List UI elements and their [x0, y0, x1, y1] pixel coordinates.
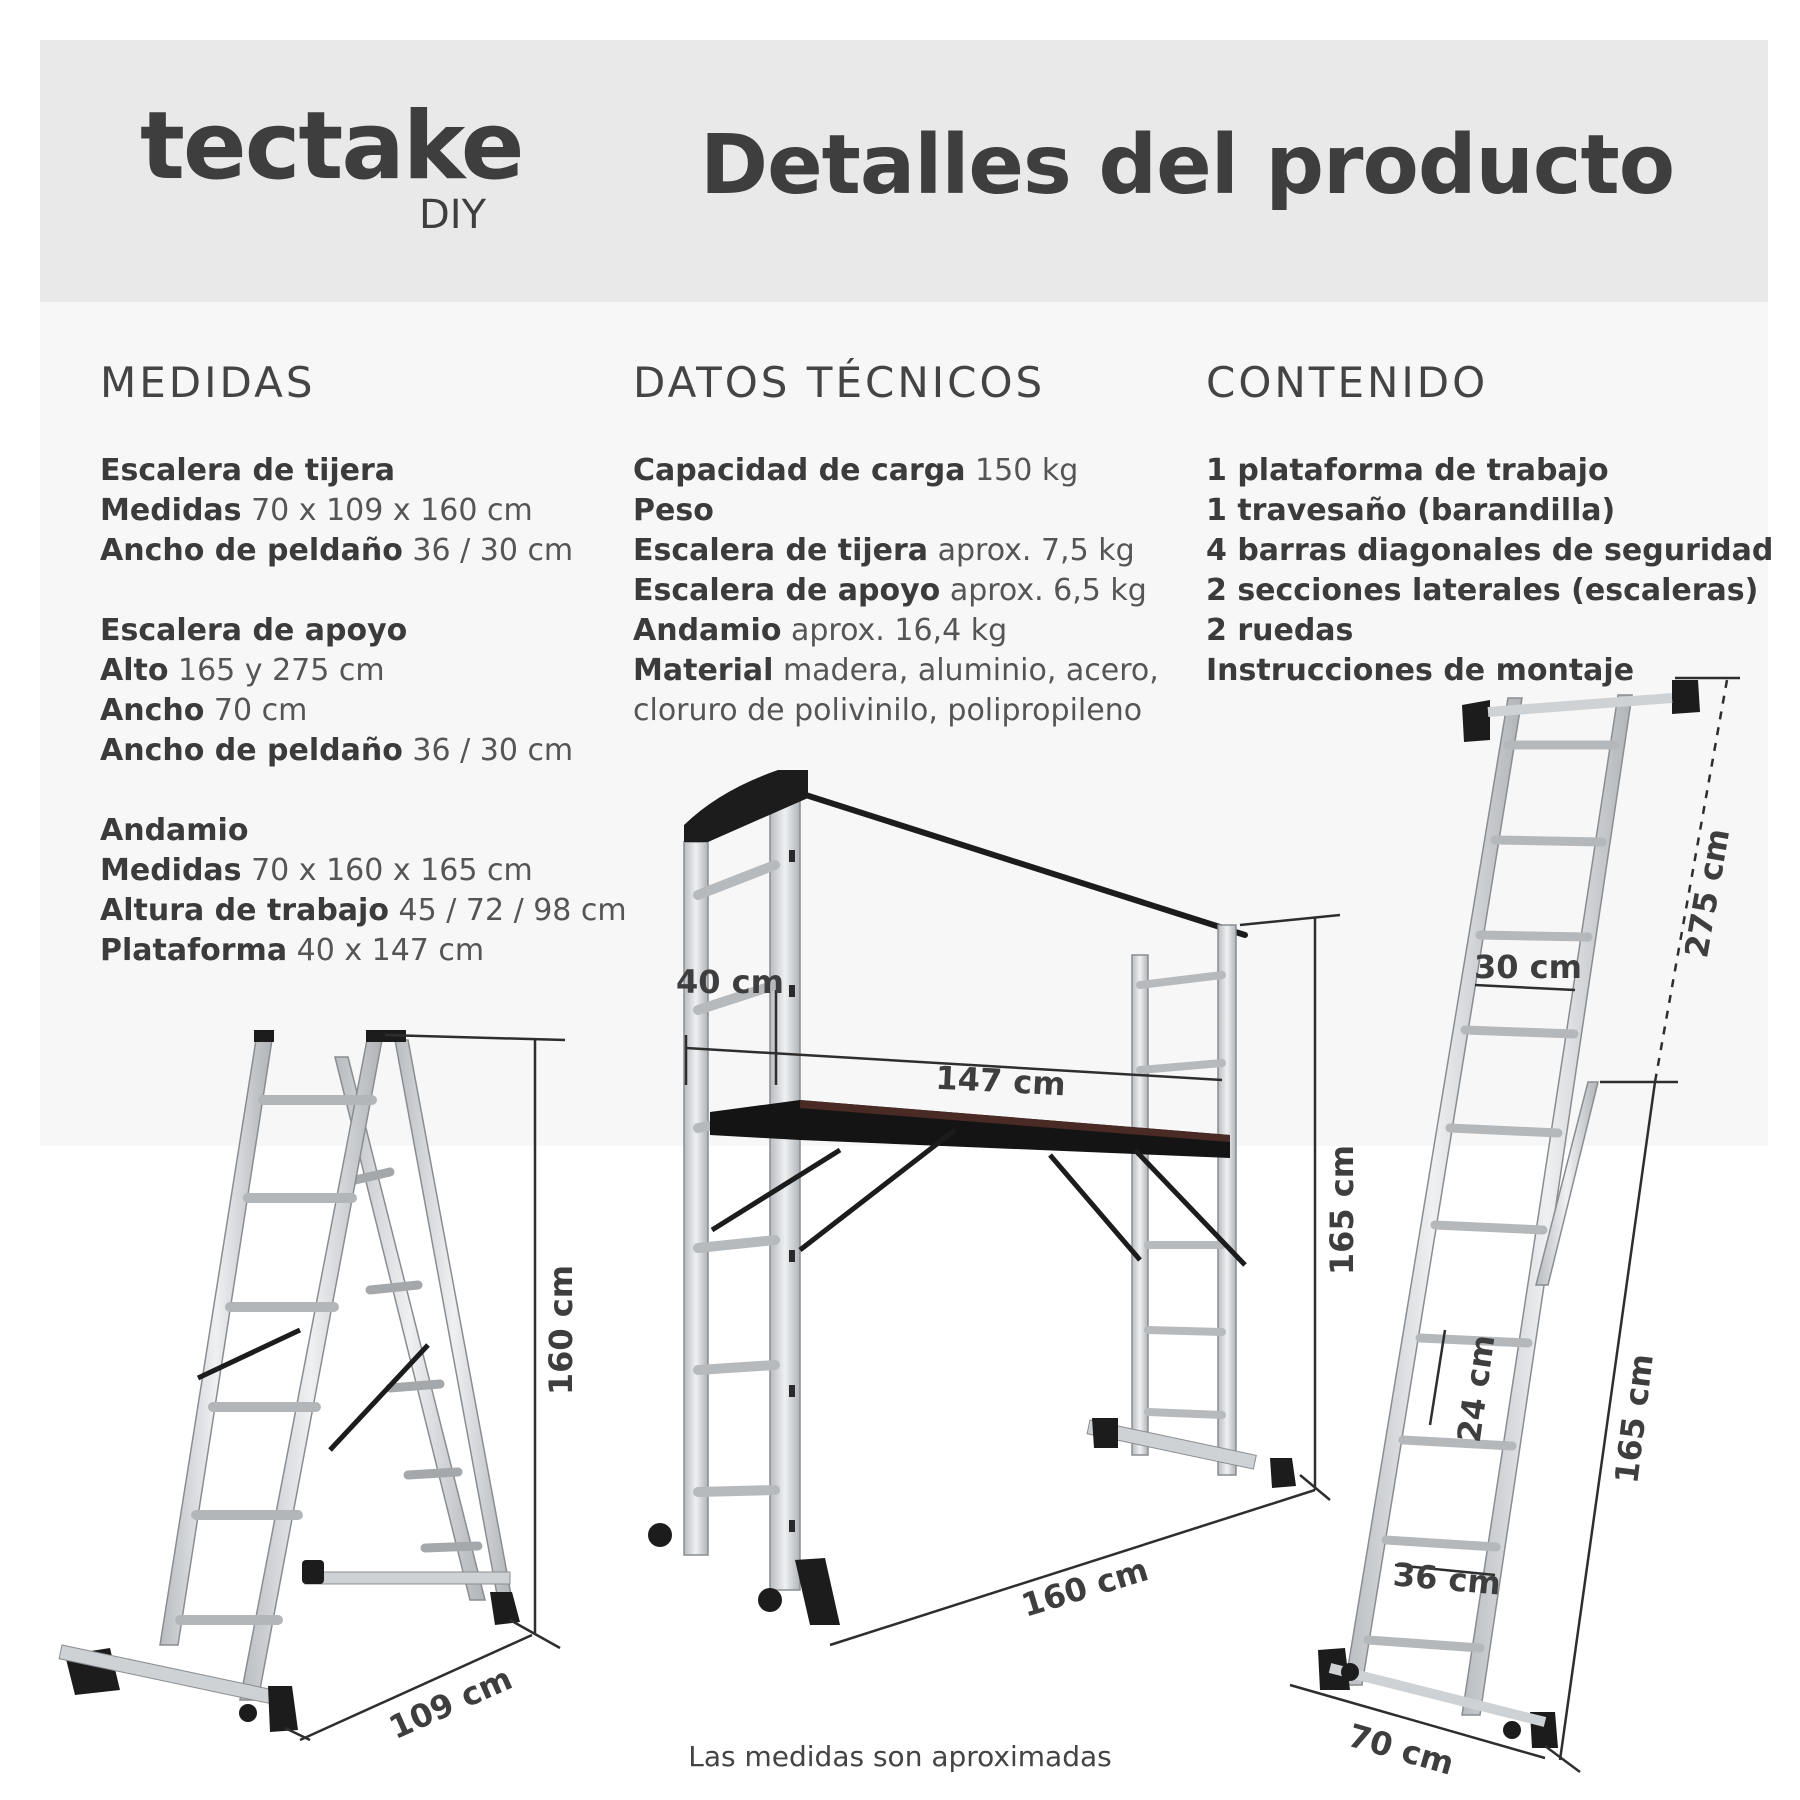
spec-row: Escalera de tijera aprox. 7,5 kg — [633, 533, 1135, 568]
spec-row: Escalera de apoyo aprox. 6,5 kg — [633, 573, 1147, 608]
platform-depth-label: 40 cm — [676, 963, 784, 1001]
list-item: 1 travesaño (barandilla) — [1206, 493, 1616, 528]
spec-row: Material madera, aluminio, acero, — [633, 653, 1159, 688]
list-item: 2 ruedas — [1206, 613, 1354, 648]
scaffold-height-label: 165 cm — [1323, 1144, 1361, 1276]
spec-row: Plataforma 40 x 147 cm — [100, 933, 485, 968]
spec-row-continued: cloruro de polivinilo, polipropileno — [633, 693, 1143, 728]
datos-heading: DATOS TÉCNICOS — [633, 358, 1046, 407]
spec-row: Andamio aprox. 16,4 kg — [633, 613, 1008, 648]
lean-height-label: 165 cm — [1607, 1351, 1661, 1486]
step-ladder-illustration — [59, 1030, 520, 1732]
group-title: Escalera de apoyo — [100, 613, 408, 648]
spec-row: Medidas 70 x 109 x 160 cm — [100, 493, 533, 528]
scaffold-illustration — [648, 770, 1296, 1625]
spec-row: Ancho de peldaño 36 / 30 cm — [100, 533, 574, 568]
brand-sub: DIY — [418, 192, 486, 238]
page-title: Detalles del producto — [700, 118, 1675, 213]
list-item: Instrucciones de montaje — [1206, 653, 1635, 688]
spec-row: Alto 165 y 275 cm — [100, 653, 385, 688]
extended-height-label: 275 cm — [1677, 825, 1738, 961]
rung-spacing-label: 24 cm — [1449, 1332, 1503, 1445]
list-item: 2 secciones laterales (escaleras) — [1206, 573, 1759, 608]
platform-length-label: 147 cm — [934, 1058, 1067, 1104]
list-item: 4 barras diagonales de seguridad — [1206, 533, 1774, 568]
ladder-height-label: 160 cm — [542, 1264, 580, 1396]
list-item: 1 plataforma de trabajo — [1206, 453, 1609, 488]
spec-row: Capacidad de carga 150 kg — [633, 453, 1079, 488]
contenido-heading: CONTENIDO — [1206, 358, 1489, 407]
group-title: Escalera de tijera — [100, 453, 396, 488]
brand-name: tectake — [140, 92, 523, 201]
top-rung-width-label: 30 cm — [1474, 948, 1582, 986]
extension-ladder-illustration — [1318, 680, 1700, 1748]
spec-row: Ancho 70 cm — [100, 693, 308, 728]
group-title: Andamio — [100, 813, 249, 848]
medidas-heading: MEDIDAS — [100, 358, 316, 407]
ladder-depth-label: 109 cm — [383, 1659, 518, 1747]
lean-width-label: 70 cm — [1343, 1716, 1459, 1783]
scaffold-length-label: 160 cm — [1016, 1550, 1153, 1625]
peso-title: Peso — [633, 493, 714, 528]
spec-row: Ancho de peldaño 36 / 30 cm — [100, 733, 574, 768]
bottom-rung-width-label: 36 cm — [1391, 1555, 1503, 1603]
footnote: Las medidas son aproximadas — [688, 1740, 1112, 1773]
spec-row: Medidas 70 x 160 x 165 cm — [100, 853, 533, 888]
spec-row: Altura de trabajo 45 / 72 / 98 cm — [100, 893, 627, 928]
